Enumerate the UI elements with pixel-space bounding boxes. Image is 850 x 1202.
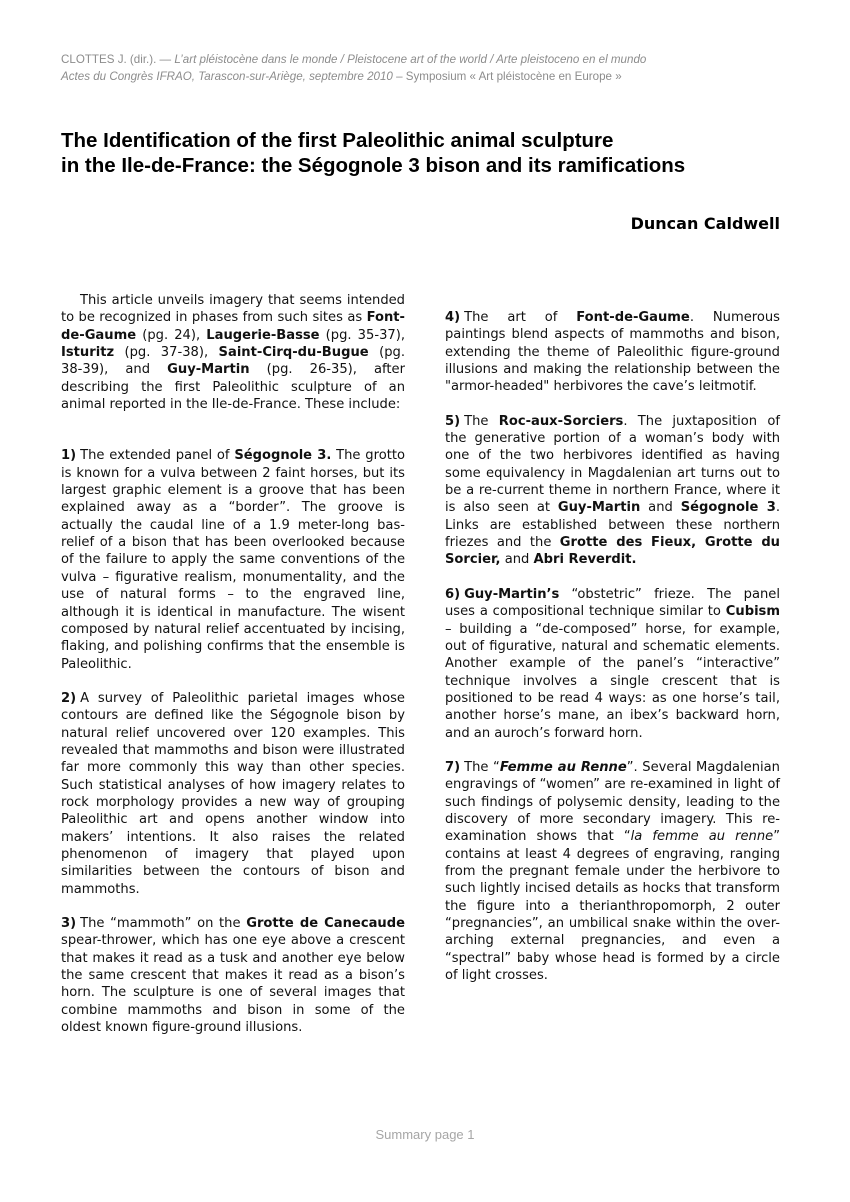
intro-paragraph: This article unveils imagery that seems intended to be recognized in phases from such sites as Font-de-Gaume (pg. 24), Laugerie-Basse (pg. 35-37), Isturitz (pg. 37-38), Saint-Cirq-du-Bugue (pg. 38-39), and Guy-Martin (pg. 26-35), after describing the first Paleolithic sculpture of an animal reported in the Ile-de-France. These include: <box>61 293 405 413</box>
left-column <box>61 292 405 1036</box>
paper-title-line-1: The Identification of the first Paleolithic animal sculpture <box>61 129 614 152</box>
item-number: 1) <box>61 448 77 464</box>
paper-title <box>61 128 801 178</box>
right-column <box>445 309 780 984</box>
item-number: 5) <box>445 413 461 429</box>
running-head-line-1 <box>61 51 801 68</box>
item-1-paragraph: 1) The extended panel of Ségognole 3. The grotto is known for a vulva between 2 faint horses, but its largest graphic element is a groove that has been explained away as a “border”. The groove is actually the caudal line of a 1.9 meter-long bas-relief of a bison that has been overlooked because of the failure to apply the same conventions of the vulva – figurative realism, monumentality, and the use of natural forms – to the engraved line, although it is identical in manufacture. The wisent composed by natural relief accentuated by incising, flaking, and polishing confirms that the ensemble is Paleolithic. <box>61 448 405 672</box>
author-name: Duncan Caldwell <box>630 214 780 233</box>
citation-proceedings: Actes du Congrès IFRAO, Tarascon-sur-Ariège, septembre 2010 <box>61 70 393 83</box>
item-6-paragraph: 6) Guy-Martin’s “obstetric” frieze. The panel uses a compositional technique similar to Cubism – building a “de-composed” horse, for example, out of figurative, natural and schematic elements. Another example of the panel’s “interactive” technique involves a single crescent that is positioned to be read 4 ways: as one horse’s tail, another horse’s mane, an ibex’s backward horn, and an auroch’s forward horn. <box>445 586 780 741</box>
item-3-paragraph: 3) The “mammoth” on the Grotte de Canecaude spear-thrower, which has one eye above a crescent that makes it read as a tusk and another eye below the same crescent that makes it read as a bison’s horn. The sculpture is one of several images that combine mammoths and bison in some of the oldest known figure-ground illusions. <box>61 916 405 1036</box>
running-head <box>61 51 801 85</box>
paper-title-line-2: in the Ile-de-France: the Ségognole 3 bison and its ramifications <box>61 154 686 177</box>
item-number: 6) <box>445 586 461 602</box>
running-head-line-2 <box>61 68 801 85</box>
item-2-paragraph: 2) A survey of Paleolithic parietal images whose contours are defined like the Ségognole bison by natural relief uncovered over 120 examples. This revealed that mammoths and bison were illustrated far more commonly this way than other species. Such statistical analyses of how imagery relates to rock morphology provides a new way of grouping Paleolithic art and opens another window into makers’ intentions. It also raises the related phenomenon of imagery that played upon similarities between the contours of bison and mammoths. <box>61 690 405 897</box>
page-footer: Summary page 1 <box>375 1127 475 1142</box>
item-number: 2) <box>61 690 77 706</box>
item-number: 7) <box>445 759 461 775</box>
citation-symposium: – Symposium « Art pléistocène en Europe » <box>392 70 622 83</box>
item-number: 4) <box>445 310 461 325</box>
citation-editor: CLOTTES J. (dir.). — <box>61 53 175 66</box>
item-5-paragraph: 5) The Roc-aux-Sorciers. The juxtaposition of the generative portion of a woman’s body with one of the two herbivores identified as having some equivalency in Magdalenian art turns out to be a re-current theme in northern France, where it is also seen at Guy-Martin and Ségognole 3. Links are established between these northern friezes and the Grotte des Fieux, Grotte du Sorcier, and Abri Reverdit. <box>445 413 781 568</box>
item-4-paragraph: 4) The art of Font-de-Gaume. Numerous paintings blend aspects of mammoths and bison, extending the theme of Paleolithic figure-ground illusions and making the relationship between the "armor-headed" herbivores the cave’s leitmotif. <box>445 310 780 395</box>
citation-book-title: L’art pléistocène dans le monde / Pleistocene art of the world / Arte pleistoceno en el mundo <box>174 53 647 66</box>
item-number: 3) <box>61 916 77 931</box>
item-7-paragraph: 7) The “Femme au Renne”. Several Magdalenian engravings of “women” are re-examined in light of such findings of polysemic density, leading to the discovery of more secondary imagery. This re-examination shows that “la femme au renne” contains at least 4 degrees of engraving, ranging from the pregnant female under the herbivore to such lightly incised details as hocks that transform the figure into a therianthropomorph, 2 outer “pregnancies”, an umbilical snake within the over-arching external pregnancies, and even a “spectral” baby whose head is formed by a circle of light crosses. <box>445 759 781 984</box>
